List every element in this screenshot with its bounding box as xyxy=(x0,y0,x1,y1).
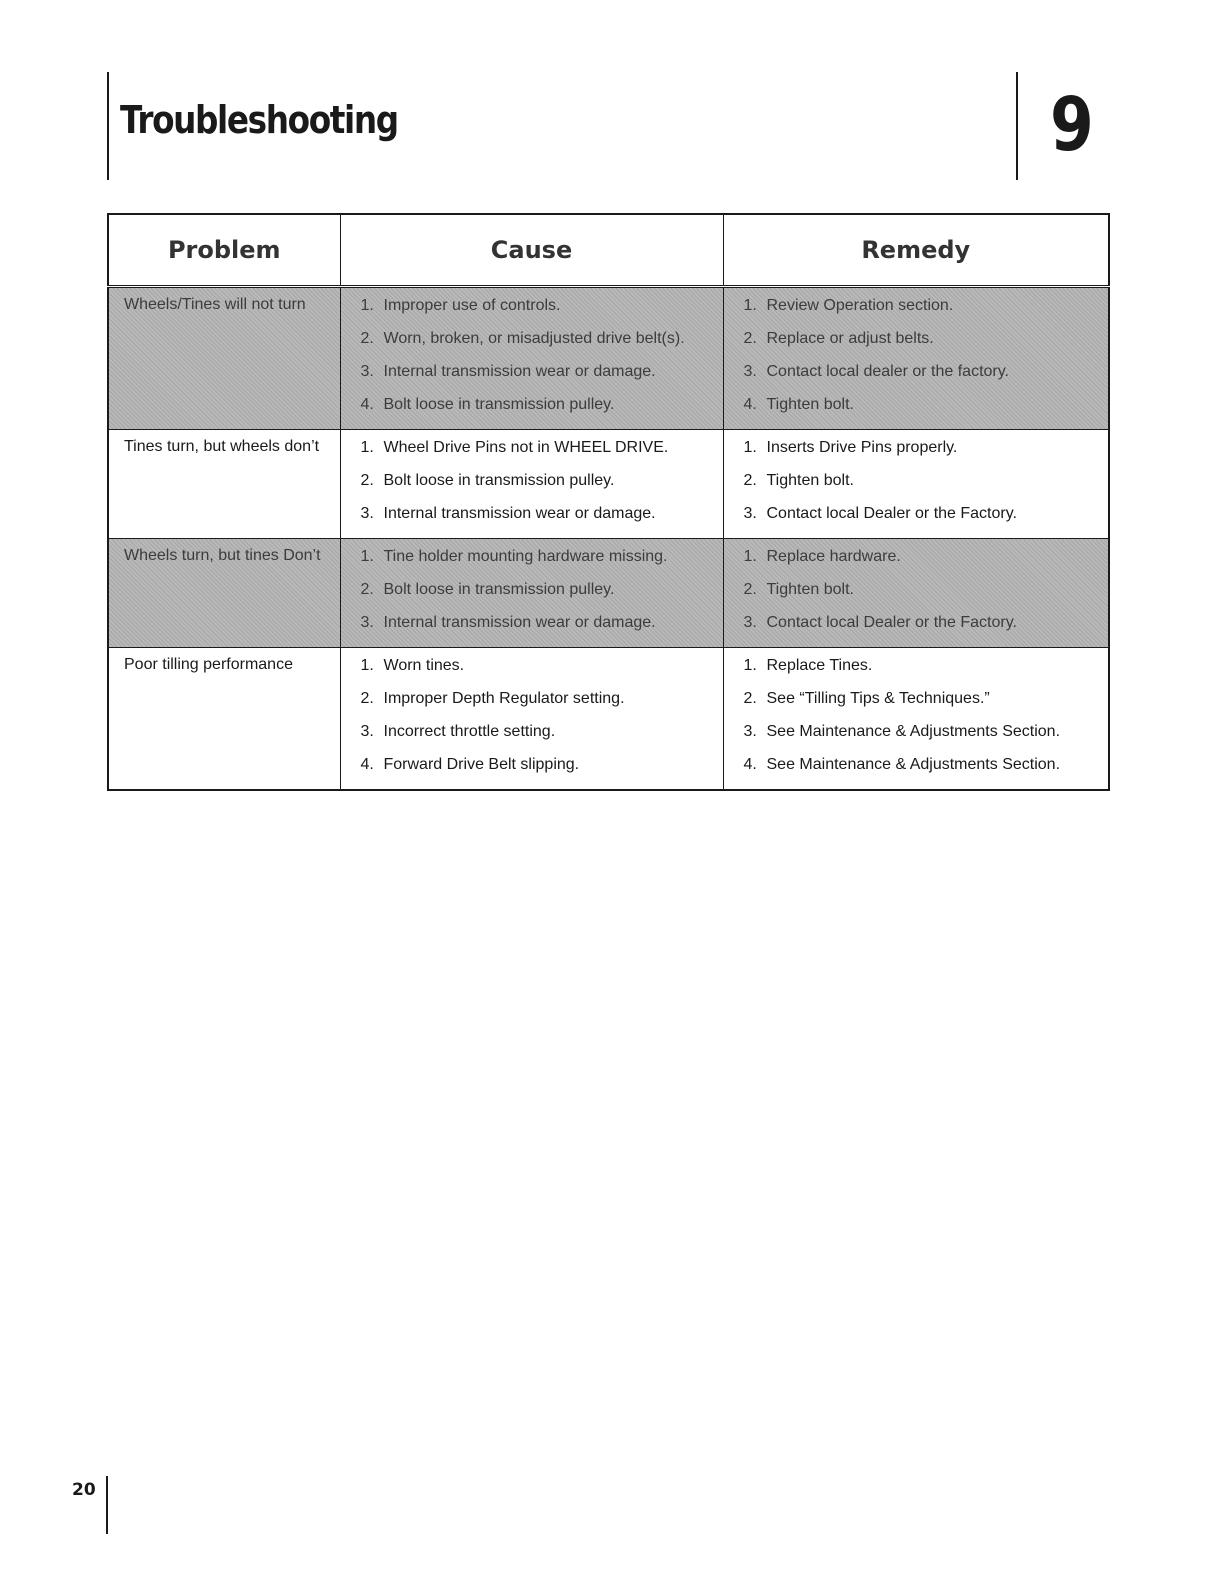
item-number: 4. xyxy=(360,756,374,773)
remedy-item xyxy=(724,392,1109,425)
item-number: 3. xyxy=(743,363,757,380)
item-number: 4. xyxy=(743,756,757,773)
remedy-cell xyxy=(723,648,1109,791)
cause-list xyxy=(341,544,723,643)
item-number: 1. xyxy=(360,657,374,674)
item-text: Incorrect throttle setting. xyxy=(383,723,556,740)
table-row xyxy=(108,287,1109,430)
item-text: Bolt loose in transmission pulley. xyxy=(383,396,615,413)
cause-item xyxy=(341,719,723,752)
item-text: Contact local Dealer or the Factory. xyxy=(766,505,1017,522)
item-number: 3. xyxy=(360,363,374,380)
cause-item xyxy=(341,392,723,425)
remedy-item xyxy=(724,326,1109,359)
item-text: Wheel Drive Pins not in WHEEL DRIVE. xyxy=(383,439,669,456)
remedy-list xyxy=(724,435,1109,534)
item-text: Bolt loose in transmission pulley. xyxy=(383,581,615,598)
item-text: Worn, broken, or misadjusted drive belt(s). xyxy=(383,330,685,347)
chapter-number: 9 xyxy=(1050,82,1094,168)
item-text: Improper use of controls. xyxy=(383,297,561,314)
remedy-item xyxy=(724,610,1109,643)
item-number: 2. xyxy=(743,690,757,707)
item-number: 3. xyxy=(360,723,374,740)
cause-item xyxy=(341,293,723,326)
cause-column-header: Cause xyxy=(340,214,723,287)
remedy-list xyxy=(724,293,1109,425)
remedy-list xyxy=(724,544,1109,643)
cause-item xyxy=(341,752,723,785)
title-divider xyxy=(107,72,109,180)
item-number: 1. xyxy=(360,439,374,456)
item-text: Tighten bolt. xyxy=(766,472,854,489)
chapter-divider xyxy=(1016,72,1018,180)
remedy-list xyxy=(724,653,1109,785)
problem-cell: Tines turn, but wheels don’t xyxy=(108,430,340,539)
table-row xyxy=(108,648,1109,791)
table-header-row xyxy=(108,214,1109,287)
cause-item xyxy=(341,544,723,577)
problem-cell: Wheels turn, but tines Don’t xyxy=(108,539,340,648)
item-number: 1. xyxy=(743,548,757,565)
page-number: 20 xyxy=(72,1480,96,1500)
remedy-item xyxy=(724,577,1109,610)
item-text: Internal transmission wear or damage. xyxy=(383,505,656,522)
item-text: Tighten bolt. xyxy=(766,396,854,413)
cause-item xyxy=(341,326,723,359)
remedy-cell xyxy=(723,430,1109,539)
item-text: Bolt loose in transmission pulley. xyxy=(383,472,615,489)
remedy-item xyxy=(724,686,1109,719)
table-row xyxy=(108,539,1109,648)
item-number: 2. xyxy=(360,581,374,598)
remedy-column-header: Remedy xyxy=(723,214,1109,287)
item-number: 3. xyxy=(743,723,757,740)
item-text: Internal transmission wear or damage. xyxy=(383,363,656,380)
cause-item xyxy=(341,686,723,719)
cause-list xyxy=(341,653,723,785)
remedy-item xyxy=(724,501,1109,534)
item-number: 3. xyxy=(360,505,374,522)
remedy-item xyxy=(724,359,1109,392)
cause-item xyxy=(341,359,723,392)
item-number: 3. xyxy=(360,614,374,631)
problem-cell: Wheels/Tines will not turn xyxy=(108,287,340,430)
cause-list xyxy=(341,435,723,534)
item-text: Contact local Dealer or the Factory. xyxy=(766,614,1017,631)
item-text: See Maintenance & Adjustments Section. xyxy=(766,756,1061,773)
item-text: Replace hardware. xyxy=(766,548,901,565)
item-number: 4. xyxy=(743,396,757,413)
item-text: Forward Drive Belt slipping. xyxy=(383,756,580,773)
remedy-item xyxy=(724,468,1109,501)
cause-item xyxy=(341,501,723,534)
cause-cell xyxy=(340,430,723,539)
item-number: 2. xyxy=(743,581,757,598)
cause-item xyxy=(341,577,723,610)
item-text: Replace or adjust belts. xyxy=(766,330,934,347)
remedy-item xyxy=(724,653,1109,686)
cause-list xyxy=(341,293,723,425)
cause-item xyxy=(341,653,723,686)
troubleshooting-table xyxy=(107,213,1110,791)
item-number: 1. xyxy=(743,439,757,456)
cause-cell xyxy=(340,648,723,791)
item-text: See Maintenance & Adjustments Section. xyxy=(766,723,1061,740)
item-number: 1. xyxy=(360,297,374,314)
item-text: Contact local dealer or the factory. xyxy=(766,363,1009,380)
item-text: Tighten bolt. xyxy=(766,581,854,598)
page-title: Troubleshooting xyxy=(120,98,398,142)
item-text: Review Operation section. xyxy=(766,297,954,314)
remedy-item xyxy=(724,293,1109,326)
item-text: Inserts Drive Pins properly. xyxy=(766,439,958,456)
item-text: Worn tines. xyxy=(383,657,465,674)
footer-divider xyxy=(106,1476,108,1534)
item-number: 1. xyxy=(743,297,757,314)
cause-cell xyxy=(340,539,723,648)
item-text: Tine holder mounting hardware missing. xyxy=(383,548,668,565)
item-number: 3. xyxy=(743,614,757,631)
item-text: Internal transmission wear or damage. xyxy=(383,614,656,631)
remedy-cell xyxy=(723,539,1109,648)
problem-cell: Poor tilling performance xyxy=(108,648,340,791)
item-number: 4. xyxy=(360,396,374,413)
item-text: Replace Tines. xyxy=(766,657,873,674)
cause-item xyxy=(341,468,723,501)
problem-column-header: Problem xyxy=(108,214,340,287)
cause-item xyxy=(341,435,723,468)
item-number: 1. xyxy=(743,657,757,674)
remedy-item xyxy=(724,752,1109,785)
item-number: 2. xyxy=(360,330,374,347)
item-text: See “Tilling Tips & Techniques.” xyxy=(766,690,990,707)
table-row xyxy=(108,430,1109,539)
remedy-cell xyxy=(723,287,1109,430)
item-number: 2. xyxy=(743,472,757,489)
remedy-item xyxy=(724,435,1109,468)
item-number: 2. xyxy=(360,690,374,707)
remedy-item xyxy=(724,544,1109,577)
item-number: 2. xyxy=(743,330,757,347)
remedy-item xyxy=(724,719,1109,752)
cause-cell xyxy=(340,287,723,430)
item-number: 2. xyxy=(360,472,374,489)
item-number: 1. xyxy=(360,548,374,565)
cause-item xyxy=(341,610,723,643)
item-number: 3. xyxy=(743,505,757,522)
item-text: Improper Depth Regulator setting. xyxy=(383,690,625,707)
